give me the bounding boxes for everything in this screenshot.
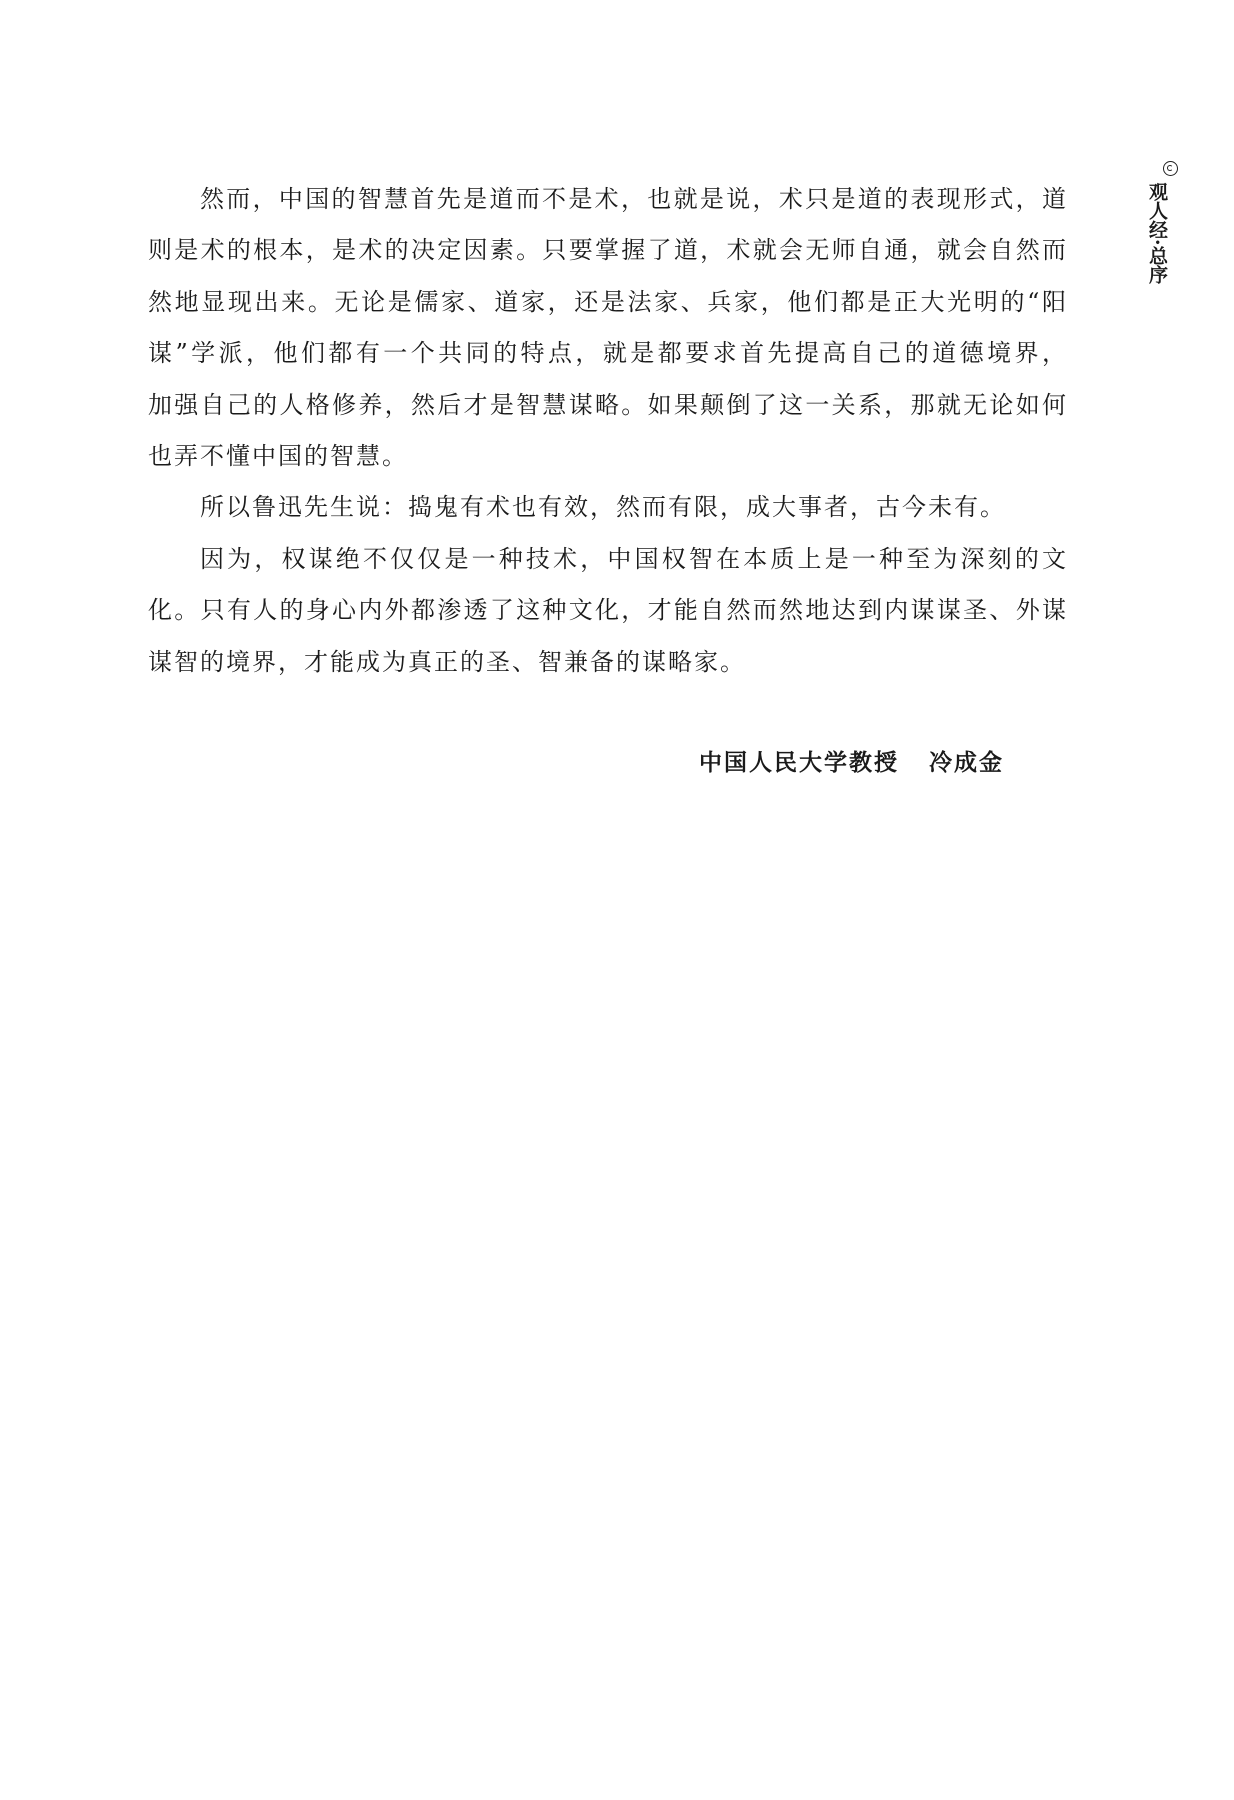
paragraph <box>148 174 1068 482</box>
paragraph <box>148 482 1068 533</box>
signature-affiliation: 中国人民大学教授 <box>699 749 899 776</box>
signature-name: 冷成金 <box>929 749 1004 776</box>
body-line: 也弄不懂中国的智慧。 <box>148 442 408 471</box>
body-line: 谋智的境界，才能成为真正的圣、智兼备的谋略家。 <box>148 647 746 676</box>
body-line: 化。只有人的身心内外都渗透了这种文化，才能自然而然地达到内谋谋圣、外谋 <box>148 596 1068 625</box>
signature <box>699 737 1004 788</box>
body-line: 则是术的根本，是术的决定因素。只要掌握了道，术就会无师自通，就会自然而 <box>148 236 1068 265</box>
circle-mark-icon <box>1163 161 1178 176</box>
body-line: 然而，中国的智慧首先是道而不是术，也就是说，术只是道的表现形式，道 <box>200 185 1068 213</box>
running-head-title: 观人经·总序 <box>1146 182 1168 284</box>
body-text <box>148 174 1068 688</box>
paragraph <box>148 534 1068 688</box>
body-line: 谋”学派，他们都有一个共同的特点，就是都要求首先提高自己的道德境界， <box>148 339 1068 368</box>
body-line: 所以鲁迅先生说：捣鬼有术也有效，然而有限，成大事者，古今未有。 <box>200 493 1006 522</box>
body-line: 然地显现出来。无论是儒家、道家，还是法家、兵家，他们都是正大光明的“阳 <box>148 287 1068 316</box>
body-line: 加强自己的人格修养，然后才是智慧谋略。如果颠倒了这一关系，那就无论如何 <box>148 390 1068 419</box>
body-line: 因为，权谋绝不仅仅是一种技术，中国权智在本质上是一种至为深刻的文 <box>200 544 1068 573</box>
